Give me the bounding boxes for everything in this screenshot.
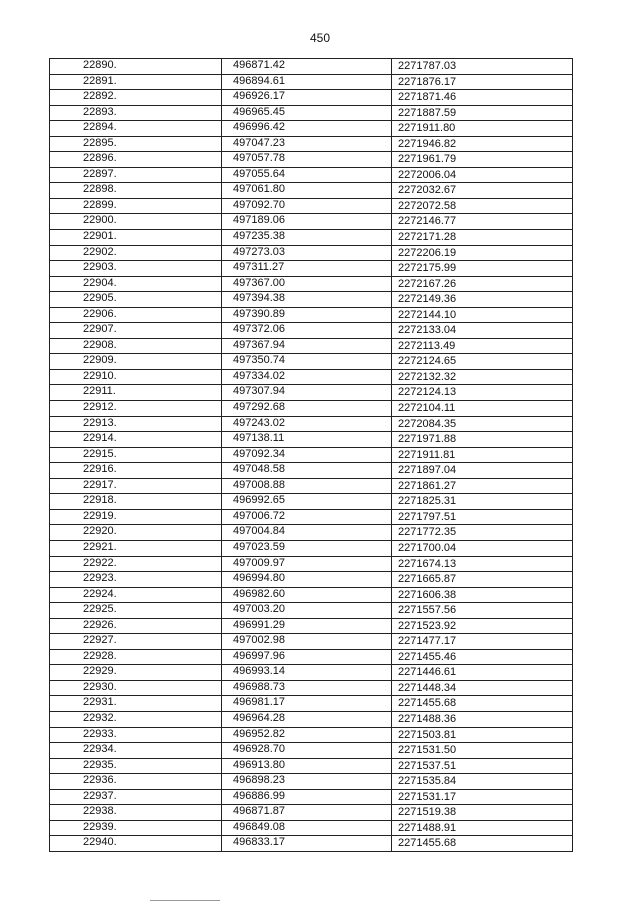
easting-cell: 497235.38 [222,230,392,246]
point-number-cell: 22937. [50,789,222,805]
northing-cell: 2272171.28 [392,230,573,246]
easting-cell: 496965.45 [222,105,392,121]
northing-cell: 2271523.92 [392,618,573,634]
northing-cell: 2272146.77 [392,214,573,230]
northing-cell: 2271861.27 [392,478,573,494]
easting-cell: 497057.78 [222,152,392,168]
easting-cell: 497047.23 [222,136,392,152]
point-number-cell: 22928. [50,649,222,665]
northing-cell: 2271537.51 [392,758,573,774]
table-row [50,463,573,479]
point-number-cell: 22931. [50,696,222,712]
northing-cell: 2271876.17 [392,74,573,90]
table-row [50,198,573,214]
northing-cell: 2271519.38 [392,805,573,821]
easting-cell: 497311.27 [222,261,392,277]
northing-cell: 2271772.35 [392,525,573,541]
northing-cell: 2272032.67 [392,183,573,199]
table-row [50,727,573,743]
point-number-cell: 22905. [50,292,222,308]
northing-cell: 2272006.04 [392,167,573,183]
easting-cell: 497273.03 [222,245,392,261]
point-number-cell: 22927. [50,634,222,650]
easting-cell: 497061.80 [222,183,392,199]
easting-cell: 496871.42 [222,59,392,75]
point-number-cell: 22921. [50,540,222,556]
easting-cell: 497350.74 [222,354,392,370]
point-number-cell: 22895. [50,136,222,152]
point-number-cell: 22920. [50,525,222,541]
easting-cell: 496952.82 [222,727,392,743]
table-row [50,649,573,665]
table-row [50,245,573,261]
easting-cell: 497023.59 [222,540,392,556]
easting-cell: 497189.06 [222,214,392,230]
point-number-cell: 22932. [50,711,222,727]
easting-cell: 497055.64 [222,167,392,183]
northing-cell: 2271911.80 [392,121,573,137]
table-row [50,385,573,401]
table-row [50,230,573,246]
table-row [50,416,573,432]
table-row [50,618,573,634]
northing-cell: 2272084.35 [392,416,573,432]
table-row [50,743,573,759]
point-number-cell: 22897. [50,167,222,183]
table-row [50,401,573,417]
easting-cell: 497307.94 [222,385,392,401]
northing-cell: 2271531.17 [392,789,573,805]
point-number-cell: 22917. [50,478,222,494]
point-number-cell: 22935. [50,758,222,774]
northing-cell: 2271971.88 [392,432,573,448]
northing-cell: 2271700.04 [392,540,573,556]
table-row [50,758,573,774]
table-row [50,509,573,525]
easting-cell: 497243.02 [222,416,392,432]
easting-cell: 496886.99 [222,789,392,805]
table-row [50,369,573,385]
point-number-cell: 22903. [50,261,222,277]
point-number-cell: 22893. [50,105,222,121]
easting-cell: 497372.06 [222,323,392,339]
easting-cell: 496964.28 [222,711,392,727]
easting-cell: 497004.84 [222,525,392,541]
point-number-cell: 22899. [50,198,222,214]
point-number-cell: 22910. [50,369,222,385]
point-number-cell: 22915. [50,447,222,463]
northing-cell: 2272132.32 [392,369,573,385]
northing-cell: 2271455.68 [392,696,573,712]
northing-cell: 2271665.87 [392,572,573,588]
northing-cell: 2271503.81 [392,727,573,743]
easting-cell: 496894.61 [222,74,392,90]
table-row [50,540,573,556]
table-row [50,59,573,75]
point-number-cell: 22938. [50,805,222,821]
northing-cell: 2271455.46 [392,649,573,665]
table-row [50,587,573,603]
easting-cell: 496833.17 [222,836,392,852]
northing-cell: 2272113.49 [392,338,573,354]
point-number-cell: 22901. [50,230,222,246]
northing-cell: 2272104.11 [392,401,573,417]
easting-cell: 496997.96 [222,649,392,665]
northing-cell: 2271674.13 [392,556,573,572]
table-row [50,525,573,541]
northing-cell: 2271477.17 [392,634,573,650]
easting-cell: 496913.80 [222,758,392,774]
point-number-cell: 22896. [50,152,222,168]
easting-cell: 496996.42 [222,121,392,137]
northing-cell: 2272072.58 [392,198,573,214]
point-number-cell: 22894. [50,121,222,137]
easting-cell: 497367.00 [222,276,392,292]
point-number-cell: 22902. [50,245,222,261]
table-row [50,711,573,727]
easting-cell: 496849.08 [222,820,392,836]
point-number-cell: 22908. [50,338,222,354]
point-number-cell: 22898. [50,183,222,199]
table-row [50,572,573,588]
point-number-cell: 22900. [50,214,222,230]
northing-cell: 2271887.59 [392,105,573,121]
point-number-cell: 22919. [50,509,222,525]
table-row [50,152,573,168]
northing-cell: 2272149.36 [392,292,573,308]
northing-cell: 2271488.91 [392,820,573,836]
table-row [50,447,573,463]
easting-cell: 497390.89 [222,307,392,323]
table-row [50,836,573,852]
point-number-cell: 22939. [50,820,222,836]
northing-cell: 2271557.56 [392,603,573,619]
point-number-cell: 22925. [50,603,222,619]
point-number-cell: 22891. [50,74,222,90]
point-number-cell: 22909. [50,354,222,370]
easting-cell: 496982.60 [222,587,392,603]
table-row [50,323,573,339]
table-row [50,774,573,790]
table-row [50,338,573,354]
table-row [50,90,573,106]
northing-cell: 2271535.84 [392,774,573,790]
easting-cell: 497048.58 [222,463,392,479]
northing-cell: 2272133.04 [392,323,573,339]
table-row [50,214,573,230]
northing-cell: 2272144.10 [392,307,573,323]
northing-cell: 2271797.51 [392,509,573,525]
point-number-cell: 22904. [50,276,222,292]
table-row [50,276,573,292]
table-row [50,805,573,821]
easting-cell: 496981.17 [222,696,392,712]
northing-cell: 2271897.04 [392,463,573,479]
point-number-cell: 22933. [50,727,222,743]
point-number-cell: 22934. [50,743,222,759]
northing-cell: 2271825.31 [392,494,573,510]
easting-cell: 497367.94 [222,338,392,354]
easting-cell: 496992.65 [222,494,392,510]
point-number-cell: 22890. [50,59,222,75]
point-number-cell: 22918. [50,494,222,510]
easting-cell: 496926.17 [222,90,392,106]
northing-cell: 2271787.03 [392,59,573,75]
table-row [50,292,573,308]
table-row [50,478,573,494]
table-row [50,603,573,619]
point-number-cell: 22923. [50,572,222,588]
page-number: 450 [309,31,331,45]
easting-cell: 497008.88 [222,478,392,494]
northing-cell: 2271911.81 [392,447,573,463]
northing-cell: 2271961.79 [392,152,573,168]
point-number-cell: 22916. [50,463,222,479]
table-row [50,556,573,572]
table-row [50,354,573,370]
table-row [50,167,573,183]
point-number-cell: 22930. [50,680,222,696]
northing-cell: 2271871.46 [392,90,573,106]
easting-cell: 496928.70 [222,743,392,759]
table-row [50,307,573,323]
northing-cell: 2271448.34 [392,680,573,696]
easting-cell: 497092.34 [222,447,392,463]
table-row [50,820,573,836]
coordinate-table [49,58,573,852]
table-row [50,261,573,277]
northing-cell: 2272124.13 [392,385,573,401]
footer-rule [150,900,220,901]
easting-cell: 496991.29 [222,618,392,634]
northing-cell: 2271606.38 [392,587,573,603]
easting-cell: 496993.14 [222,665,392,681]
easting-cell: 497009.97 [222,556,392,572]
point-number-cell: 22936. [50,774,222,790]
point-number-cell: 22926. [50,618,222,634]
easting-cell: 496871.87 [222,805,392,821]
point-number-cell: 22929. [50,665,222,681]
northing-cell: 2272175.99 [392,261,573,277]
easting-cell: 497003.20 [222,603,392,619]
easting-cell: 496988.73 [222,680,392,696]
northing-cell: 2272124.65 [392,354,573,370]
point-number-cell: 22906. [50,307,222,323]
northing-cell: 2271531.50 [392,743,573,759]
northing-cell: 2271946.82 [392,136,573,152]
table-row [50,74,573,90]
northing-cell: 2271488.36 [392,711,573,727]
easting-cell: 497002.98 [222,634,392,650]
easting-cell: 497334.02 [222,369,392,385]
northing-cell: 2272206.19 [392,245,573,261]
table-row [50,136,573,152]
easting-cell: 497138.11 [222,432,392,448]
point-number-cell: 22913. [50,416,222,432]
table-row [50,105,573,121]
northing-cell: 2271455.68 [392,836,573,852]
table-row [50,432,573,448]
easting-cell: 496994.80 [222,572,392,588]
coordinate-table-body [50,59,573,852]
northing-cell: 2271446.61 [392,665,573,681]
table-row [50,680,573,696]
table-row [50,665,573,681]
point-number-cell: 22914. [50,432,222,448]
point-number-cell: 22911. [50,385,222,401]
northing-cell: 2272167.26 [392,276,573,292]
table-row [50,183,573,199]
point-number-cell: 22922. [50,556,222,572]
easting-cell: 497092.70 [222,198,392,214]
table-row [50,121,573,137]
easting-cell: 497006.72 [222,509,392,525]
point-number-cell: 22924. [50,587,222,603]
easting-cell: 497292.68 [222,401,392,417]
table-row [50,494,573,510]
table-row [50,789,573,805]
point-number-cell: 22907. [50,323,222,339]
point-number-cell: 22940. [50,836,222,852]
table-row [50,634,573,650]
point-number-cell: 22892. [50,90,222,106]
easting-cell: 496898.23 [222,774,392,790]
easting-cell: 497394.38 [222,292,392,308]
point-number-cell: 22912. [50,401,222,417]
table-row [50,696,573,712]
